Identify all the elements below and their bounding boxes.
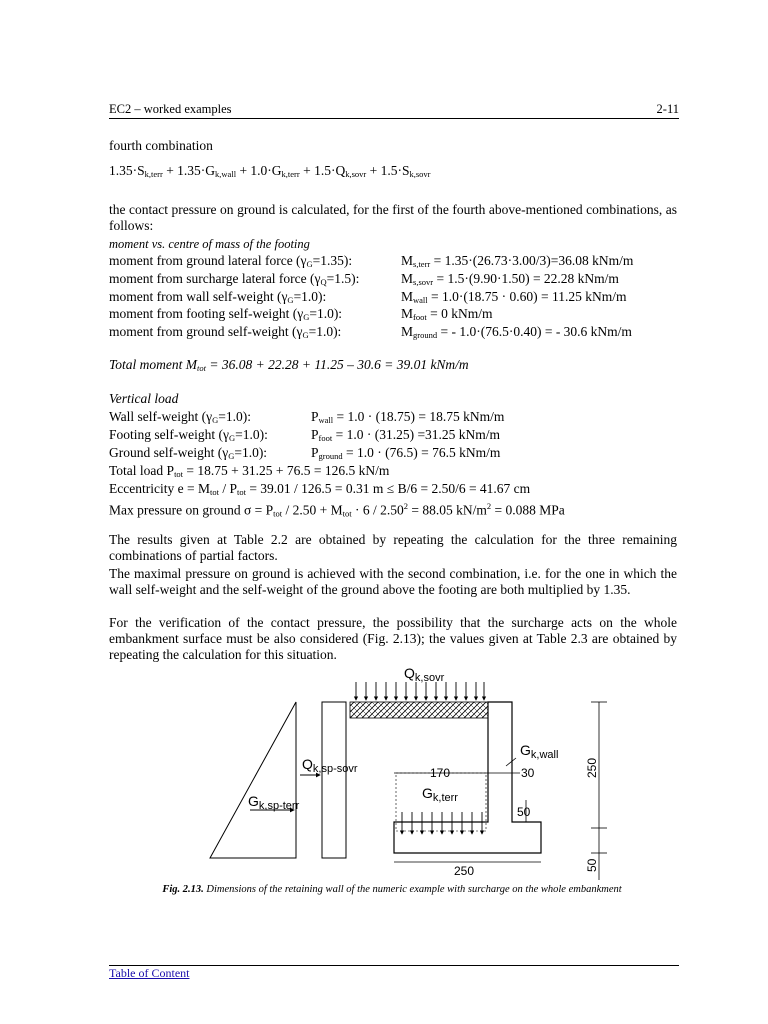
total-moment: Total moment $M_{tot} = 36.08 + 22.28 + 11.25 - 30.6 = 39.01$ kNm/m [109,357,469,373]
combination-formula: $1.35\cdot S_{k,terr} + 1.35\cdot G_{k,wall} + 1.0\cdot G_{k,terr} + 1.5\cdot Q_{k,sovr} + 1.5\cdot S_{k,sovr}$ [109,163,431,179]
moment-value: $M_{wall} = 1.0\cdot(18.75 \cdot 0.60) = 11.25$ kNm/m [401,289,627,305]
moment-heading: moment vs. centre of mass of the footing [109,237,310,251]
moment-value: $M_{s,sovr} = 1.5\cdot(9.90\cdot 1.50) = 22.28$ kNm/m [401,271,619,287]
vertical-label: Ground self-weight $(\gamma_G=1.0)$: [109,445,268,461]
leader-wall [506,758,516,766]
vertical-label: Wall self-weight $(\gamma_G=1.0)$: [109,409,251,425]
surcharge-load-arrows [356,682,484,700]
moment-value: $M_{s,terr} = 1.35\cdot(26.73\cdot 3.00/3)=36.08$ kNm/m [401,253,634,269]
vertical-value: $P_{ground} = 1.0 \cdot (76.5) = 76.5$ kNm/m [311,445,501,461]
vertical-heading: Vertical load [109,391,179,406]
vertical-value: $P_{foot} = 1.0 \cdot (31.25) =31.25$ kNm/m [311,427,501,443]
retaining-wall-figure [190,665,610,885]
eccentricity: Eccentricity $e = M_{tot} / P_{tot} = 39.01 / 126.5 = 0.31$ m ≤ B/6 = 2.50/6 = 41.67 cm [109,481,531,497]
footer-divider [109,965,679,966]
dim-text-250v: 250 [585,757,599,778]
moment-label: moment from ground lateral force $(\gamma_G=1.35)$: [109,253,353,269]
vertical-value: $P_{wall} = 1.0 \cdot (18.75) = 18.75$ kNm/m [311,409,505,425]
label-g-wall: $G_{k,wall}$ [520,742,559,761]
combination-title: fourth combination [109,138,213,153]
retaining-wall-outline [394,702,541,853]
moment-value: $M_{foot} = 0$ kNm/m [401,306,493,322]
label-q-sovr: $Q_{k,sovr}$ [404,665,445,684]
moment-label: moment from ground self-weight $(\gamma_G=1.0)$: [109,324,342,340]
header-title: EC2 – worked examples [109,102,232,116]
dim-text-170: 170 [430,766,451,780]
caption-number: Fig. 2.13. [162,884,204,895]
label-g-sp: $G_{k,sp-terr}$ [248,793,300,812]
max-pressure: Max pressure on ground $\sigma = P_{tot} / 2.50 + M_{tot} \cdot 6 / 2.50^2 = 88.05$ $kN/m^2 = 0.088$ MPa [109,501,565,519]
label-g-terr: $G_{k,terr}$ [422,785,458,804]
earth-pressure-triangle [210,702,296,858]
moment-value: $M_{ground}$ = - 1.0·(76.5·0.40) = - 30.6 kNm/m [401,324,632,340]
vertical-label: Footing self-weight $(\gamma_G=1.0)$: [109,427,268,443]
page-header [109,102,679,119]
dim-text-250h: 250 [454,864,475,878]
moment-label: moment from wall self-weight $(\gamma_G=1.0)$: [109,289,327,305]
surcharge-hatch [350,702,488,718]
surcharge-pressure-block [322,702,346,858]
page-number: 2-11 [656,102,679,116]
moment-label: moment from surcharge lateral force $(\gamma_Q=1.5)$: [109,271,360,287]
label-q-sp: $Q_{k,sp-sovr}$ [302,756,358,775]
paragraph-verification: For the verification of the contact pressure, the possibility that the surcharge acts on the whole embankment surface must be also considered (Fig. 2.13); the values given at Table 2.3 are obtained by repeating the calculation for this situation. [109,615,677,663]
paragraph-maximal: The maximal pressure on ground is achieved with the second combination, i.e. for the one in which the wall self-weight and the self-weight of the ground above the footing are both multiplied by 1.35. [109,566,677,598]
caption-text: Dimensions of the retaining wall of the numeric example with surcharge on the whole embankment [203,884,622,895]
intro-paragraph: the contact pressure on ground is calculated, for the first of the fourth above-mentioned combinations, as follows: [109,202,677,234]
figure-caption [157,884,627,895]
moment-label: moment from footing self-weight $(\gamma_G=1.0)$: [109,306,343,322]
total-load: Total load $P_{tot} = 18.75 + 31.25 + 76.5 = 126.5$ kN/m [109,463,390,479]
dim-text-30: 30 [521,766,535,780]
dim-text-50b: 50 [585,858,599,872]
dim-text-50a: 50 [517,805,531,819]
paragraph-results: The results given at Table 2.2 are obtained by repeating the calculation for the three remaining combinations of partial factors. [109,532,677,564]
table-of-content-link[interactable]: Table of Content [109,966,190,980]
